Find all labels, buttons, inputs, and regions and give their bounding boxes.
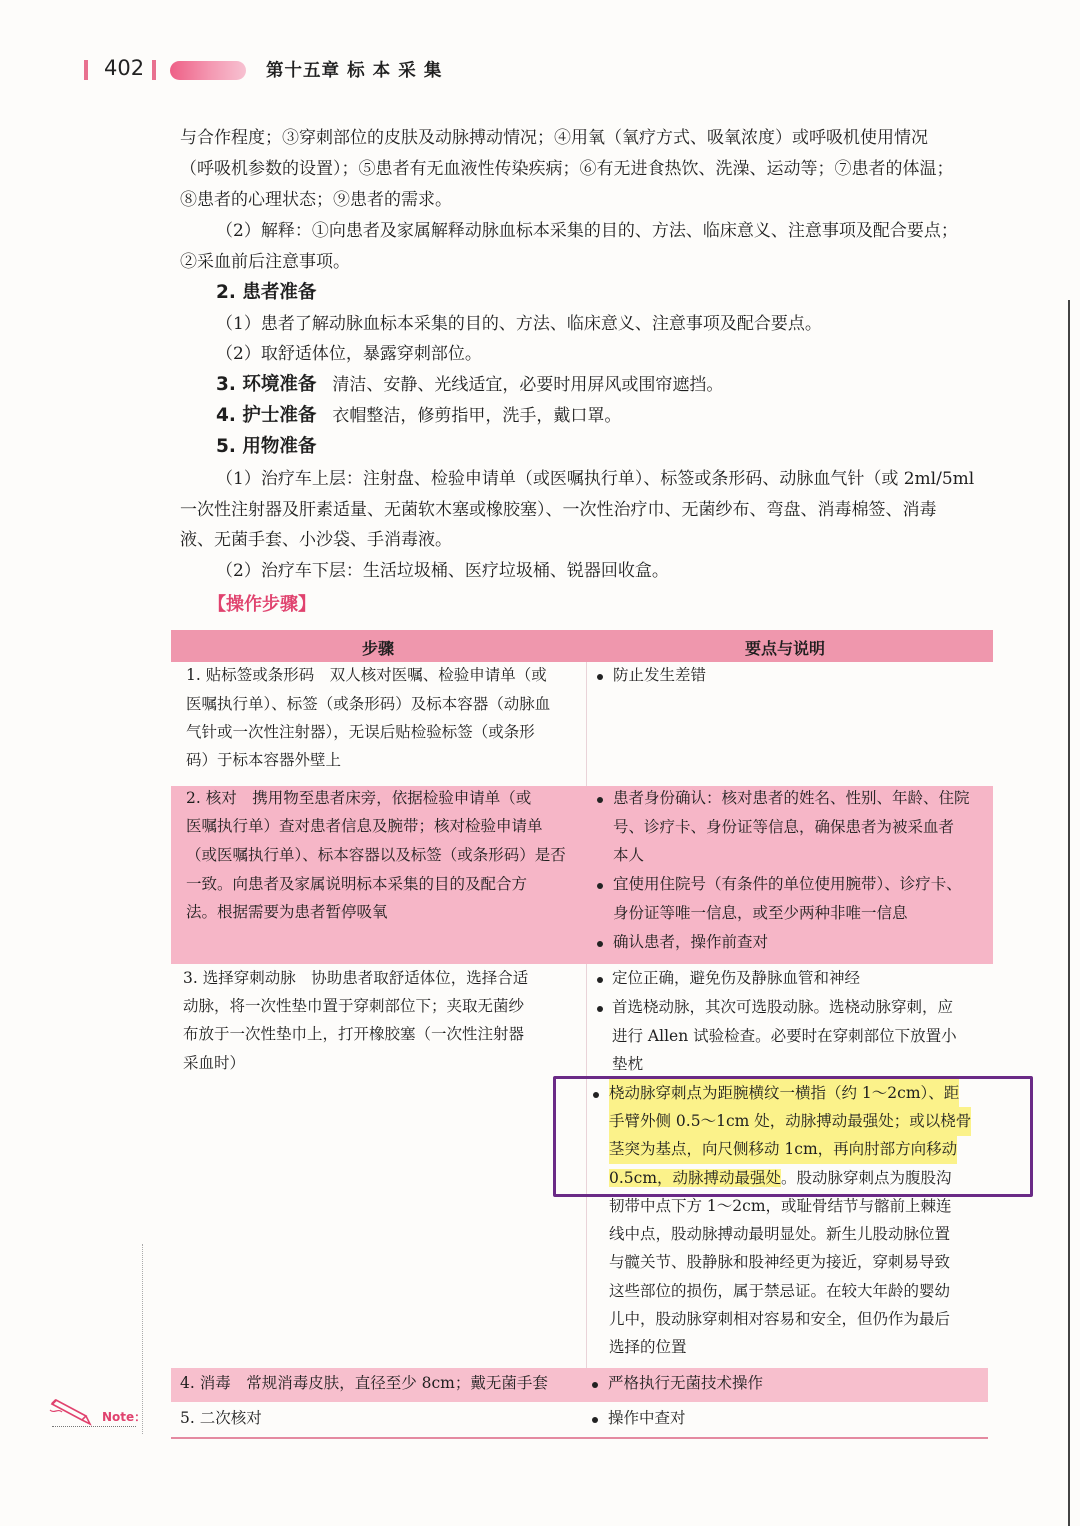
note-text: 严格执行无菌技术操作 <box>608 1374 764 1392</box>
step-text: 医嘱执行单）、标签（或条形码）及标本容器（动脉血 <box>186 695 551 713</box>
step-text: 码）于标本容器外壁上 <box>186 751 342 769</box>
step-text: 布放于一次性垫巾上，打开橡胶塞（一次性注射器 <box>183 1025 525 1043</box>
bullet-icon <box>597 883 603 889</box>
note-text: 韧带中点下方 1～2cm，或耻骨结节与髂前上棘连 <box>609 1197 952 1215</box>
highlighted-note-text: 桡动脉穿刺点为距腕横纹一横指（约 1～2cm）、距 <box>609 1079 959 1108</box>
note-text: 号、诊疗卡、身份证等信息，确保患者为被采血者 <box>613 818 955 836</box>
section-heading: 2. 患者准备 <box>216 282 317 303</box>
table-bottom-rule <box>171 1437 988 1439</box>
body-line: 液、无菌手套、小沙袋、手消毒液。 <box>180 530 452 550</box>
page-edge-shadow <box>1068 300 1070 1526</box>
section-heading <box>216 374 723 396</box>
step-text: 法。根据需要为患者暂停吸氧 <box>186 903 388 921</box>
step-text: 3. 选择穿刺动脉 协助患者取舒适体位，选择合适 <box>183 969 529 987</box>
note-text: 首选桡动脉，其次可选股动脉。选桡动脉穿刺，应 <box>612 998 954 1016</box>
step-text: 动脉，将一次性垫巾置于穿刺部位下；夹取无菌纱 <box>183 997 525 1015</box>
bullet-icon <box>597 977 603 983</box>
note-text: 操作中查对 <box>608 1409 686 1427</box>
note-text: 进行 Allen 试验检查。必要时在穿刺部位下放置小 <box>612 1027 957 1045</box>
note-label: Note： <box>102 1410 147 1424</box>
step-text: 采血时） <box>183 1054 246 1072</box>
section-heading-label: 4. 护士准备 <box>216 405 317 426</box>
column-header-note: 要点与说明 <box>745 639 826 658</box>
chapter-title: 第十五章 标 本 采 集 <box>266 61 443 81</box>
table-header <box>171 630 993 662</box>
step-text: 一致。向患者及家属说明标本采集的目的及配合方 <box>186 875 528 893</box>
body-line: ②采血前后注意事项。 <box>180 252 350 272</box>
note-text: 身份证等唯一信息，或至少两种非唯一信息 <box>613 904 908 922</box>
pencil-icon <box>48 1398 108 1428</box>
header-left-bar <box>84 60 88 80</box>
section-heading-label: 3. 环境准备 <box>216 374 317 395</box>
note-text: 线中点，股动脉搏动最明显处。新生儿股动脉位置 <box>609 1225 951 1243</box>
body-line: （2）取舒适体位，暴露穿刺部位。 <box>216 344 482 364</box>
column-header-step: 步骤 <box>362 639 395 658</box>
body-line: （2）治疗车下层：生活垃圾桶、医疗垃圾桶、锐器回收盒。 <box>216 561 669 581</box>
note-text: 患者身份确认：核对患者的姓名、性别、年龄、住院 <box>613 789 970 807</box>
column-divider <box>586 662 587 786</box>
step-text: 5. 二次核对 <box>180 1409 262 1427</box>
step-text: 4. 消毒 常规消毒皮肤，直径至少 8cm；戴无菌手套 <box>180 1374 548 1392</box>
section-heading-text: 衣帽整洁，修剪指甲，洗手，戴口罩。 <box>332 406 622 426</box>
note-text: 儿中，股动脉穿刺相对容易和安全，但仍作为最后 <box>609 1310 951 1328</box>
note-text: 选择的位置 <box>609 1338 687 1356</box>
operation-steps-heading: 【操作步骤】 <box>208 594 316 615</box>
bullet-icon <box>597 941 603 947</box>
header-decor-pill <box>170 61 246 80</box>
step-text: （或医嘱执行单）、标本容器以及标签（或条形码）是否 <box>186 846 566 864</box>
note-text: 与髋关节、股静脉和股神经更为接近，穿刺易导致 <box>609 1253 951 1271</box>
body-line: （1）患者了解动脉血标本采集的目的、方法、临床意义、注意事项及配合要点。 <box>216 314 822 334</box>
step-text: 医嘱执行单）查对患者信息及腕带；核对检验申请单 <box>186 817 543 835</box>
note-text: 宜使用住院号（有条件的单位使用腕带）、诊疗卡、 <box>613 875 962 893</box>
note-text: 确认患者，操作前查对 <box>613 933 769 951</box>
step-text: 2. 核对 携用物至患者床旁，依据检验申请单（或 <box>186 789 532 807</box>
page-number: 402 <box>104 56 145 80</box>
note-margin-line <box>142 1244 143 1434</box>
step-text: 气针或一次性注射器），无误后贴检验标签（或条形 <box>186 723 535 741</box>
note-underline <box>52 1426 136 1427</box>
body-line: （2）解释：①向患者及家属解释动脉血标本采集的目的、方法、临床意义、注意事项及配合要点； <box>216 221 958 241</box>
body-line: （呼吸机参数的设置）；⑤患者有无血液性传染疾病；⑥有无进食热饮、洗澡、运动等；⑦患者的体温； <box>180 159 954 179</box>
note-text: 定位正确，避免伤及静脉血管和神经 <box>612 969 861 987</box>
body-line: 一次性注射器及肝素适量、无菌软木塞或橡胶塞）、一次性治疗巾、无菌纱布、弯盘、消毒棉签、消毒 <box>180 500 937 520</box>
bullet-icon <box>592 1382 598 1388</box>
highlight-callout-box <box>553 1076 1033 1197</box>
body-line: （1）治疗车上层：注射盘、检验申请单（或医嘱执行单）、标签或条形码、动脉血气针（或 2ml/5ml <box>216 469 975 489</box>
bullet-icon <box>592 1417 598 1423</box>
note-text: 本人 <box>613 846 645 864</box>
section-heading-text: 清洁、安静、光线适宜，必要时用屏风或围帘遮挡。 <box>332 375 724 395</box>
bullet-icon <box>597 797 603 803</box>
highlighted-note-text: 手臂外侧 0.5～1cm 处，动脉搏动最强处；或以桡骨 <box>609 1107 971 1136</box>
bullet-icon <box>597 1006 603 1012</box>
note-text: 防止发生差错 <box>613 666 707 684</box>
highlighted-note-text: 茎突为基点，向尺侧移动 1cm，再向肘部方向移动 <box>609 1135 957 1164</box>
highlighted-note-text: 0.5cm，动脉搏动最强处 <box>609 1169 782 1187</box>
section-heading <box>216 405 621 427</box>
bullet-icon <box>597 674 603 680</box>
header-divider-bar <box>152 60 156 80</box>
note-text: 垫枕 <box>612 1055 644 1073</box>
note-text-continued: 。股动脉穿刺点为腹股沟 <box>781 1169 952 1187</box>
body-line: ⑧患者的心理状态；⑨患者的需求。 <box>180 190 452 210</box>
note-text: 这些部位的损伤，属于禁忌证。在较大年龄的婴幼 <box>609 1282 951 1300</box>
step-text: 1. 贴标签或条形码 双人核对医嘱、检验申请单（或 <box>186 666 547 684</box>
section-heading: 5. 用物准备 <box>216 436 317 457</box>
body-line: 与合作程度；③穿刺部位的皮肤及动脉搏动情况；④用氧（氧疗方式、吸氧浓度）或呼吸机使用情况 <box>180 128 928 148</box>
